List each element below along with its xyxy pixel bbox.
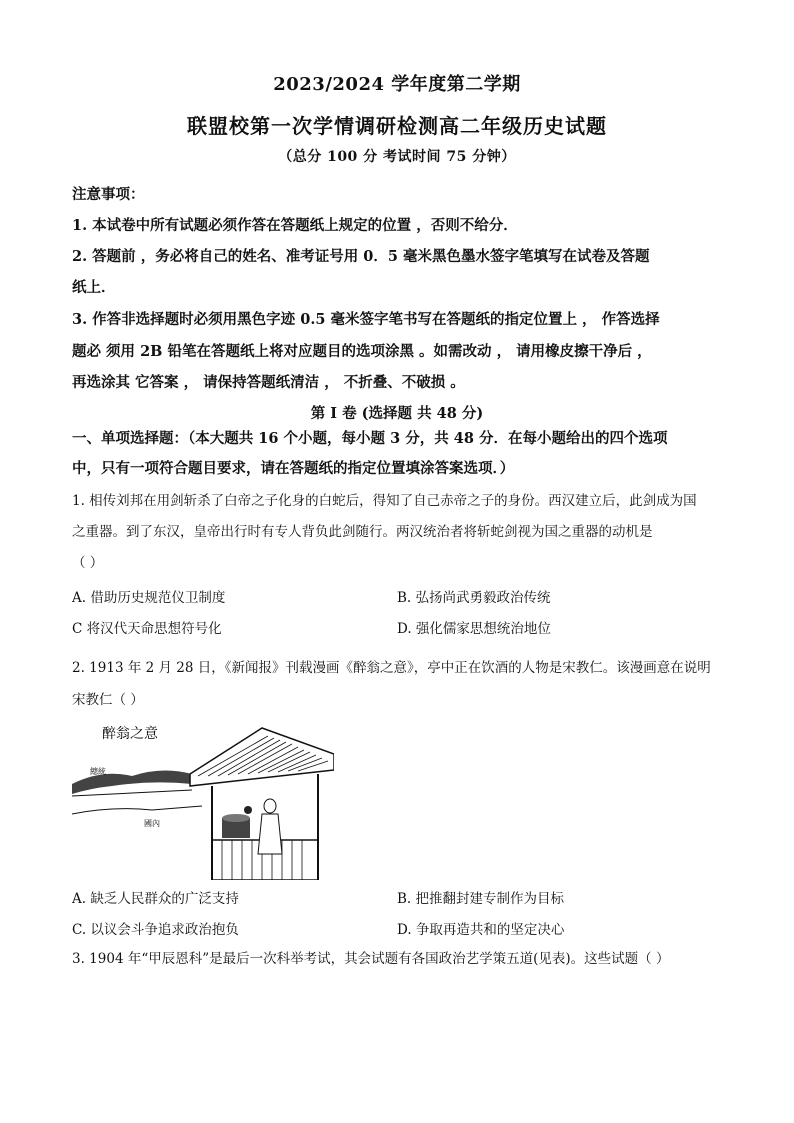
question-1-text: 1. 相传刘邦在用剑斩杀了白帝之子化身的白蛇后，得知了自己赤帝之子的身份。西汉建立后，此剑成为国 — [72, 493, 697, 509]
cartoon-title: 醉翁之意 — [102, 726, 158, 742]
section-intro: 一、单项选择题：（本大题共 16 个小题，每小题 3 分，共 48 分．在每小题给出的四个选项 — [72, 430, 668, 447]
notice-item-3-cont2: 再选涂其 它答案 ， 请保持答题纸清洁 ， 不折叠、不破损 。 — [72, 374, 465, 391]
question-2-option-c: C. 以议会斗争追求政治抱负 — [72, 922, 239, 938]
exam-score-time: （总分 100 分 考试时间 75 分钟） — [278, 149, 516, 165]
question-1-option-d: D. 强化儒家思想统治地位 — [397, 621, 551, 637]
section-intro-cont: 中，只有一项符合题目要求，请在答题纸的指定位置填涂答案选项．） — [72, 460, 515, 477]
section-title: 第 I 卷 (选择题 共 48 分) — [310, 405, 484, 422]
exam-title: 联盟校第一次学情调研检测高二年级历史试题 — [187, 114, 607, 138]
question-2-text: 2. 1913 年 2 月 28 日，《新闻报》刊载漫画《醉翁之意》，亭中正在饮酒的人物是宋教仁。该漫画意在说明 — [72, 660, 711, 676]
question-3-text: 3. 1904 年“甲辰恩科”是最后一次科举考试，其会试题有各国政治艺学策五道(见表)。这些试题（ ） — [72, 951, 670, 967]
notice-item-1: 1. 本试卷中所有试题必须作答在答题纸上规定的位置 ，否则不给分． — [72, 217, 518, 234]
cartoon-label-1: 總統 — [90, 767, 106, 776]
notice-item-3: 3. 作答非选择题时必须用黑色字迹 0.5 毫米签字笔书写在答题纸的指定位置上 ， 作答选择 — [72, 311, 660, 328]
notice-title: 注意事项： — [72, 186, 145, 203]
question-1-option-b: B. 弘扬尚武勇毅政治传统 — [397, 590, 551, 606]
cartoon-label-2: 國內 — [144, 819, 160, 828]
notice-item-3-cont: 题必 须用 2B 铅笔在答题纸上将对应题目的选项涂黑 。如需改动 ， 请用橡皮擦干净后 ， — [72, 343, 652, 360]
question-2-option-a: A. 缺乏人民群众的广泛支持 — [72, 891, 239, 907]
notice-item-2: 2. 答题前 ，务必将自己的姓名、准考证号用 0．5 毫米黑色墨水签字笔填写在试卷及答题 — [72, 248, 650, 265]
question-2-option-d: D. 争取再造共和的坚定决心 — [397, 922, 565, 938]
question-1-blank: （ ） — [72, 555, 104, 571]
question-2-option-b: B. 把推翻封建专制作为目标 — [397, 891, 565, 907]
exam-year-title: 2023/2024 学年度第二学期 — [273, 74, 521, 95]
notice-item-2-cont: 纸上． — [72, 279, 116, 296]
question-1-text-cont: 之重器。到了东汉，皇帝出行时有专人背负此剑随行。两汉统治者将斩蛇剑视为国之重器的动机是 — [72, 524, 653, 540]
question-1-option-a: A. 借助历史规范仪卫制度 — [72, 590, 226, 606]
question-2-text-cont: 宋教仁（ ） — [72, 692, 144, 708]
cartoon-illustration — [72, 714, 334, 880]
question-1-option-c: C 将汉代天命思想符号化 — [72, 621, 222, 637]
